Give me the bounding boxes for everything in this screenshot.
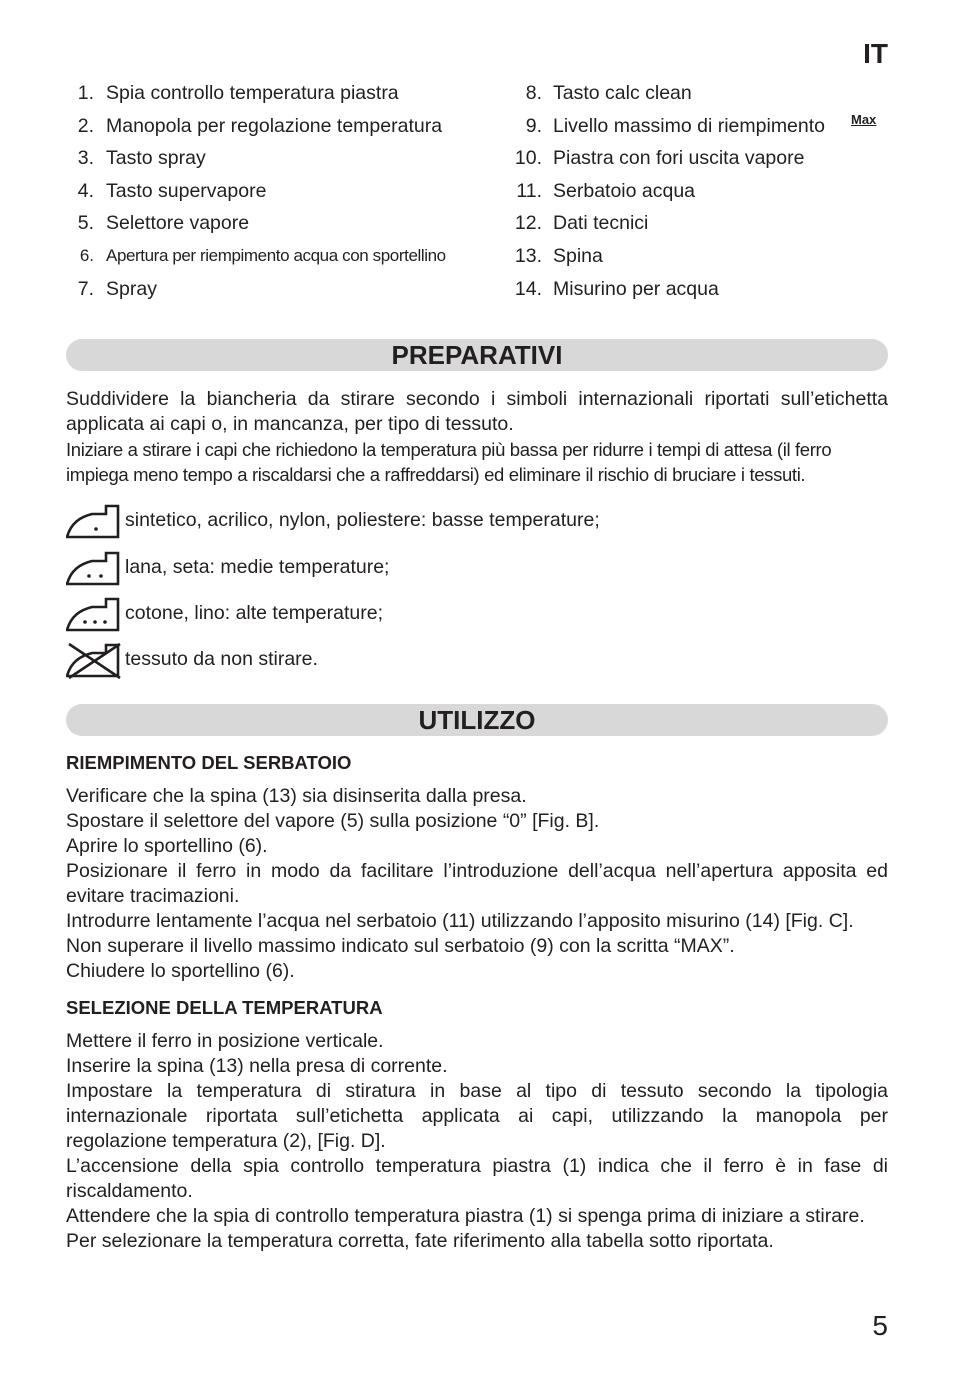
care-symbol-label: cotone, lino: alte temperature; bbox=[125, 602, 383, 624]
paragraph-line: regolazione temperatura (2), [Fig. D]. bbox=[66, 1130, 386, 1152]
list-item bbox=[508, 113, 898, 146]
iron-one-dot-icon bbox=[66, 501, 122, 541]
list-item-label: Piastra con fori uscita vapore bbox=[553, 147, 805, 170]
paragraph-line: Posizionare il ferro in modo da facilitare l’introduzione dell’acqua nell’apertura apposita ed bbox=[66, 860, 888, 882]
list-item-number: 9. bbox=[525, 114, 542, 137]
list-item-number: 13. bbox=[514, 244, 542, 267]
list-item bbox=[66, 243, 486, 276]
paragraph-line: Spostare il selettore del vapore (5) sulla posizione “0” [Fig. B]. bbox=[66, 810, 600, 832]
list-item bbox=[508, 243, 898, 276]
care-symbol-label: sintetico, acrilico, nylon, poliestere: basse temperature; bbox=[125, 509, 600, 531]
list-item bbox=[508, 178, 898, 211]
list-item-label: Misurino per acqua bbox=[553, 277, 719, 300]
paragraph-line: Inserire la spina (13) nella presa di corrente. bbox=[66, 1055, 448, 1077]
care-symbol-label: tessuto da non stirare. bbox=[125, 648, 318, 670]
care-symbol-label: lana, seta: medie temperature; bbox=[125, 556, 390, 578]
paragraph-line: Chiudere lo sportellino (6). bbox=[66, 960, 295, 982]
subheading-temperatura: SELEZIONE DELLA TEMPERATURA bbox=[66, 997, 383, 1018]
list-item-number: 2. bbox=[77, 114, 94, 137]
language-tag: IT bbox=[863, 38, 888, 69]
list-item bbox=[66, 210, 486, 243]
paragraph-line: Mettere il ferro in posizione verticale. bbox=[66, 1030, 384, 1052]
list-item bbox=[66, 178, 486, 211]
care-symbol-row bbox=[66, 594, 666, 634]
care-symbol-row bbox=[66, 501, 666, 541]
list-item-label: Livello massimo di riempimento bbox=[553, 114, 826, 137]
list-item bbox=[508, 80, 898, 113]
section-header-preparativi: PREPARATIVI bbox=[66, 339, 888, 371]
paragraph-line: internazionale riportata sull’etichetta applicata ai capi, utilizzando la manopola per bbox=[66, 1105, 888, 1127]
paragraph-line: applicata ai capi o, in mancanza, per tipo di tessuto. bbox=[66, 413, 514, 435]
list-item-label: Apertura per riempimento acqua con sportellino bbox=[106, 245, 446, 265]
parts-list-right bbox=[508, 80, 898, 308]
paragraph-line: evitare tracimazioni. bbox=[66, 885, 240, 907]
list-item-number: 5. bbox=[77, 212, 94, 235]
care-symbol-row bbox=[66, 548, 666, 588]
list-item-number: 10. bbox=[514, 147, 542, 170]
list-item bbox=[66, 113, 486, 146]
section-header-utilizzo: UTILIZZO bbox=[66, 704, 888, 736]
list-item-label: Serbatoio acqua bbox=[553, 179, 696, 202]
paragraph-line: L’accensione della spia controllo temperatura piastra (1) indica che il ferro è in fase di bbox=[66, 1155, 888, 1177]
list-item bbox=[508, 276, 898, 309]
paragraph-line: Aprire lo sportellino (6). bbox=[66, 835, 268, 857]
list-item-number: 4. bbox=[77, 179, 94, 202]
list-item bbox=[508, 210, 898, 243]
list-item-label: Spia controllo temperatura piastra bbox=[106, 82, 399, 104]
iron-two-dots-icon bbox=[66, 548, 122, 588]
list-item bbox=[66, 80, 486, 113]
list-item-number: 1. bbox=[77, 82, 94, 104]
list-item-number: 14. bbox=[514, 277, 542, 300]
list-item bbox=[66, 145, 486, 178]
paragraph-line: Iniziare a stirare i capi che richiedono la temperatura più bassa per ridurre i tempi di attesa (il ferro bbox=[66, 439, 832, 460]
list-item-label: Spina bbox=[553, 244, 603, 267]
list-item-label: Tasto spray bbox=[106, 147, 206, 170]
paragraph-line: Suddividere la biancheria da stirare secondo i simboli internazionali riportati sull’etichetta bbox=[66, 388, 888, 410]
paragraph-line: Per selezionare la temperatura corretta, fate riferimento alla tabella sotto riportata. bbox=[66, 1230, 774, 1252]
parts-list-left bbox=[66, 80, 486, 308]
subheading-riempimento: RIEMPIMENTO DEL SERBATOIO bbox=[66, 752, 352, 773]
iron-three-dots-icon bbox=[66, 594, 122, 634]
preparativi-intro bbox=[66, 387, 888, 487]
list-item-label: Manopola per regolazione temperatura bbox=[106, 114, 443, 137]
list-item-label: Tasto supervapore bbox=[106, 179, 267, 202]
list-item-number: 8. bbox=[525, 82, 542, 104]
max-level-mark: Max bbox=[851, 111, 877, 127]
list-item-number: 11. bbox=[516, 179, 542, 202]
list-item-number: 7. bbox=[77, 277, 94, 300]
page-number: 5 bbox=[872, 1310, 888, 1341]
temperatura-text bbox=[66, 1029, 888, 1254]
list-item-number: 12. bbox=[514, 212, 542, 235]
list-item bbox=[508, 145, 898, 178]
list-item-label: Selettore vapore bbox=[106, 212, 250, 235]
paragraph-line: Non superare il livello massimo indicato sul serbatoio (9) con la scritta “MAX”. bbox=[66, 935, 735, 957]
list-item-label: Tasto calc clean bbox=[553, 82, 692, 104]
care-symbol-row bbox=[66, 640, 666, 680]
paragraph-line: riscaldamento. bbox=[66, 1180, 193, 1202]
paragraph-line: Impostare la temperatura di stiratura in base al tipo di tessuto secondo la tipologia bbox=[66, 1080, 888, 1102]
list-item-number: 6. bbox=[79, 245, 94, 265]
list-item-number: 3. bbox=[77, 147, 94, 170]
paragraph-line: impiega meno tempo a riscaldarsi che a raffreddarsi) ed eliminare il rischio di bruciare i tessuti. bbox=[66, 464, 806, 485]
paragraph-line: Attendere che la spia di controllo temperatura piastra (1) si spenga prima di iniziare a stirare. bbox=[66, 1205, 865, 1227]
list-item-label: Spray bbox=[106, 277, 157, 300]
list-item bbox=[66, 276, 486, 309]
paragraph-line: Introdurre lentamente l’acqua nel serbatoio (11) utilizzando l’apposito misurino (14) [Fig. C]. bbox=[66, 910, 854, 932]
list-item-label: Dati tecnici bbox=[553, 212, 649, 235]
riempimento-text bbox=[66, 784, 888, 984]
iron-crossed-icon bbox=[66, 640, 122, 680]
paragraph-line: Verificare che la spina (13) sia disinserita dalla presa. bbox=[66, 785, 527, 807]
